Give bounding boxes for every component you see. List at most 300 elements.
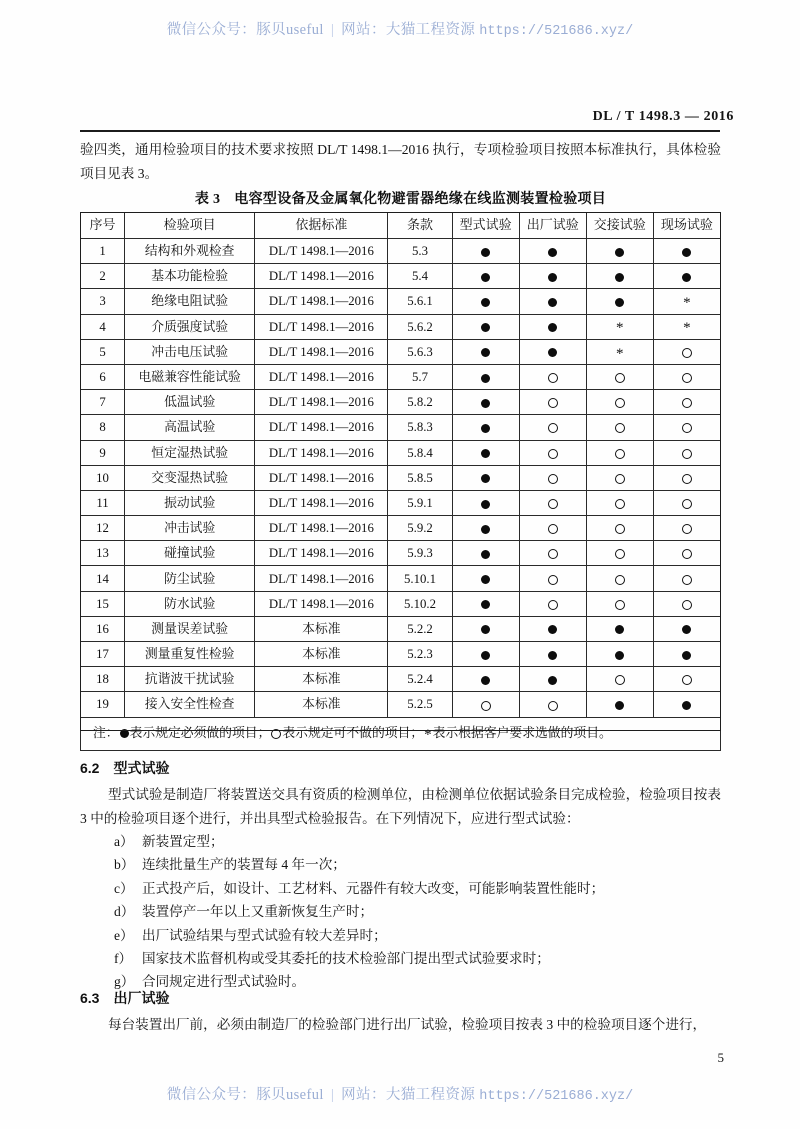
cell-type-test [452, 390, 519, 415]
mark-filled-circle [548, 323, 557, 332]
cell-factory-test [519, 692, 586, 717]
list-item-marker: d） [114, 904, 135, 920]
cell-sequence-number: 4 [81, 314, 125, 339]
cell-handover-test [586, 289, 653, 314]
cell-clause: 5.7 [388, 364, 452, 389]
table-row [81, 364, 721, 389]
cell-factory-test [519, 289, 586, 314]
cell-field-test [653, 616, 720, 641]
mark-filled-circle [481, 550, 490, 559]
cell-inspection-item: 交变湿热试验 [125, 465, 255, 490]
mark-open-circle [548, 423, 558, 433]
cell-sequence-number: 10 [81, 465, 125, 490]
watermark-wechat-value: 豚贝useful [256, 22, 324, 38]
cell-factory-test [519, 541, 586, 566]
cell-clause: 5.6.3 [388, 339, 452, 364]
cell-handover-test [586, 440, 653, 465]
mark-filled-circle [481, 348, 490, 357]
cell-field-test [653, 591, 720, 616]
mark-filled-circle [481, 651, 490, 660]
mark-open-circle [548, 449, 558, 459]
cell-sequence-number: 14 [81, 566, 125, 591]
cell-reference-standard: 本标准 [255, 642, 388, 667]
cell-type-test [452, 667, 519, 692]
cell-type-test [452, 364, 519, 389]
cell-type-test [452, 289, 519, 314]
cell-type-test [452, 440, 519, 465]
cell-clause: 5.4 [388, 264, 452, 289]
table-note-segment-1: 表示规定必须做的项目； [129, 725, 271, 740]
mark-open-circle [615, 575, 625, 585]
cell-sequence-number: 15 [81, 591, 125, 616]
list-item-text: 正式投产后，如设计、工艺材料、元器件有较大改变，可能影响装置性能时； [142, 880, 605, 896]
mark-filled-circle [481, 273, 490, 282]
cell-handover-test [586, 642, 653, 667]
cell-factory-test [519, 667, 586, 692]
mark-filled-circle [682, 651, 691, 660]
section-6-2-number: 6.2 [80, 760, 100, 776]
mark-open-circle [615, 675, 625, 685]
cell-sequence-number: 7 [81, 390, 125, 415]
table-column-header: 出厂试验 [519, 213, 586, 239]
mark-filled-circle [481, 399, 490, 408]
mark-open-circle [682, 398, 692, 408]
cell-factory-test [519, 264, 586, 289]
table-column-header: 依据标准 [255, 213, 388, 239]
mark-filled-circle [548, 273, 557, 282]
cell-handover-test [586, 516, 653, 541]
mark-filled-circle [481, 323, 490, 332]
mark-star: * [683, 320, 691, 337]
list-item [80, 947, 721, 970]
watermark-site-label: 网站： [341, 22, 386, 38]
mark-open-circle [548, 549, 558, 559]
mark-filled-circle [615, 248, 624, 257]
cell-sequence-number: 13 [81, 541, 125, 566]
table-row [81, 339, 721, 364]
list-item [80, 877, 721, 900]
mark-open-circle [682, 449, 692, 459]
watermark-top [0, 18, 800, 39]
cell-sequence-number: 2 [81, 264, 125, 289]
list-item-text: 连续批量生产的装置每 4 年一次； [142, 857, 346, 873]
mark-filled-circle [481, 424, 490, 433]
mark-open-circle [682, 499, 692, 509]
cell-reference-standard: 本标准 [255, 667, 388, 692]
cell-factory-test [519, 364, 586, 389]
section-6-3-title: 出厂试验 [113, 990, 170, 1006]
cell-type-test [452, 490, 519, 515]
mark-open-circle [548, 373, 558, 383]
cell-clause: 5.8.3 [388, 415, 452, 440]
cell-field-test [653, 541, 720, 566]
cell-factory-test [519, 490, 586, 515]
mark-filled-circle [615, 298, 624, 307]
cell-field-test [653, 364, 720, 389]
inspection-table-wrapper [80, 212, 721, 751]
cell-type-test [452, 516, 519, 541]
cell-inspection-item: 电磁兼容性能试验 [125, 364, 255, 389]
mark-open-circle [615, 423, 625, 433]
cell-field-test [653, 339, 720, 364]
cell-handover-test [586, 692, 653, 717]
cell-type-test [452, 616, 519, 641]
mark-open-circle [682, 600, 692, 610]
table-head [81, 213, 721, 239]
mark-filled-circle [481, 575, 490, 584]
mark-filled-circle [548, 348, 557, 357]
mark-filled-circle [615, 701, 624, 710]
watermark-separator: | [330, 22, 335, 38]
cell-handover-test [586, 490, 653, 515]
watermark-wechat-label-bottom: 微信公众号： [166, 1087, 257, 1103]
cell-reference-standard: DL/T 1498.1—2016 [255, 264, 388, 289]
list-item-marker: c） [114, 880, 134, 896]
cell-handover-test [586, 415, 653, 440]
table-note-segment-2: 表示规定可不做的项目； [282, 725, 424, 740]
cell-field-test [653, 314, 720, 339]
cell-reference-standard: DL/T 1498.1—2016 [255, 516, 388, 541]
list-item [80, 970, 721, 993]
mark-open-circle [615, 499, 625, 509]
cell-sequence-number: 6 [81, 364, 125, 389]
section-6-3-number: 6.3 [80, 990, 100, 1006]
cell-handover-test [586, 239, 653, 264]
cell-handover-test [586, 314, 653, 339]
cell-factory-test [519, 339, 586, 364]
cell-factory-test [519, 239, 586, 264]
cell-inspection-item: 冲击电压试验 [125, 339, 255, 364]
cell-field-test [653, 667, 720, 692]
mark-filled-circle [481, 449, 490, 458]
header-rule [80, 130, 720, 132]
table-row [81, 692, 721, 717]
list-item-text: 合同规定进行型式试验时。 [142, 974, 306, 990]
table-column-header: 序号 [81, 213, 125, 239]
table-column-header: 条款 [388, 213, 452, 239]
cell-handover-test [586, 591, 653, 616]
cell-factory-test [519, 591, 586, 616]
mark-open-circle [682, 575, 692, 585]
cell-field-test [653, 642, 720, 667]
mark-filled-circle [481, 298, 490, 307]
mark-filled-circle [615, 651, 624, 660]
document-standard-id: DL / T 1498.3 — 2016 [592, 109, 734, 124]
mark-open-circle [682, 524, 692, 534]
cell-field-test [653, 415, 720, 440]
cell-type-test [452, 339, 519, 364]
mark-open-circle [682, 474, 692, 484]
table-column-header: 交接试验 [586, 213, 653, 239]
cell-sequence-number: 8 [81, 415, 125, 440]
cell-factory-test [519, 314, 586, 339]
mark-filled-circle [481, 474, 490, 483]
table-body [81, 239, 721, 751]
mark-open-circle [548, 474, 558, 484]
mark-filled-circle [481, 374, 490, 383]
cell-clause: 5.8.5 [388, 465, 452, 490]
watermark-site-value-bottom: 大猫工程资源 [385, 1087, 476, 1103]
mark-open-circle [548, 499, 558, 509]
cell-clause: 5.6.1 [388, 289, 452, 314]
cell-inspection-item: 振动试验 [125, 490, 255, 515]
mark-filled-circle [615, 273, 624, 282]
mark-open-circle [682, 348, 692, 358]
cell-sequence-number: 5 [81, 339, 125, 364]
cell-type-test [452, 264, 519, 289]
cell-clause: 5.2.4 [388, 667, 452, 692]
table-note-prefix: 注： [93, 725, 119, 740]
list-item-text: 出厂试验结果与型式试验有较大差异时； [142, 927, 387, 943]
cell-inspection-item: 基本功能检验 [125, 264, 255, 289]
cell-clause: 5.2.3 [388, 642, 452, 667]
cell-type-test [452, 566, 519, 591]
table-row [81, 667, 721, 692]
cell-sequence-number: 12 [81, 516, 125, 541]
mark-filled-circle [481, 500, 490, 509]
cell-reference-standard: DL/T 1498.1—2016 [255, 339, 388, 364]
mark-open-circle [548, 575, 558, 585]
cell-inspection-item: 测量重复性检验 [125, 642, 255, 667]
watermark-separator-bottom: | [330, 1087, 335, 1103]
cell-inspection-item: 冲击试验 [125, 516, 255, 541]
mark-open-circle [548, 701, 558, 711]
cell-handover-test [586, 390, 653, 415]
cell-clause: 5.6.2 [388, 314, 452, 339]
cell-sequence-number: 3 [81, 289, 125, 314]
cell-clause: 5.2.2 [388, 616, 452, 641]
cell-inspection-item: 介质强度试验 [125, 314, 255, 339]
cell-field-test [653, 264, 720, 289]
table-row [81, 390, 721, 415]
cell-factory-test [519, 566, 586, 591]
cell-field-test [653, 692, 720, 717]
mark-open-circle [548, 524, 558, 534]
cell-type-test [452, 415, 519, 440]
mark-filled-circle [481, 248, 490, 257]
cell-sequence-number: 16 [81, 616, 125, 641]
cell-handover-test [586, 541, 653, 566]
table-row [81, 465, 721, 490]
list-item [80, 853, 721, 876]
cell-reference-standard: 本标准 [255, 692, 388, 717]
cell-reference-standard: DL/T 1498.1—2016 [255, 415, 388, 440]
mark-filled-circle [481, 625, 490, 634]
cell-field-test [653, 516, 720, 541]
mark-filled-circle [548, 625, 557, 634]
cell-type-test [452, 239, 519, 264]
cell-type-test [452, 642, 519, 667]
table-column-header: 现场试验 [653, 213, 720, 239]
cell-clause: 5.9.2 [388, 516, 452, 541]
cell-reference-standard: DL/T 1498.1—2016 [255, 591, 388, 616]
watermark-site-value: 大猫工程资源 [385, 22, 476, 38]
cell-sequence-number: 9 [81, 440, 125, 465]
cell-inspection-item: 防尘试验 [125, 566, 255, 591]
cell-handover-test [586, 616, 653, 641]
list-item-marker: a） [114, 834, 134, 849]
cell-factory-test [519, 616, 586, 641]
mark-open-circle [682, 373, 692, 383]
watermark-site-label-bottom: 网站： [341, 1087, 386, 1103]
cell-reference-standard: DL/T 1498.1—2016 [255, 364, 388, 389]
list-item-text: 装置停产一年以上又重新恢复生产时； [142, 904, 374, 920]
list-item-marker: e） [114, 927, 134, 943]
cell-clause: 5.8.4 [388, 440, 452, 465]
cell-factory-test [519, 642, 586, 667]
table-row [81, 289, 721, 314]
mark-star: * [616, 320, 624, 337]
table-row [81, 591, 721, 616]
table-caption-number: 表 3 [194, 192, 221, 207]
list-item-marker: g） [114, 974, 135, 990]
cell-field-test [653, 490, 720, 515]
inspection-table [80, 212, 721, 751]
mark-filled-circle [548, 676, 557, 685]
cell-type-test [452, 465, 519, 490]
mark-filled-circle [548, 651, 557, 660]
mark-open-circle [682, 549, 692, 559]
table-row [81, 490, 721, 515]
watermark-bottom [0, 1083, 800, 1104]
section-heading-6-3 [80, 988, 169, 1008]
cell-reference-standard: DL/T 1498.1—2016 [255, 239, 388, 264]
cell-factory-test [519, 465, 586, 490]
table-row [81, 516, 721, 541]
cell-reference-standard: 本标准 [255, 616, 388, 641]
cell-field-test [653, 239, 720, 264]
cell-handover-test [586, 339, 653, 364]
watermark-wechat-label: 微信公众号： [166, 22, 257, 38]
cell-inspection-item: 接入安全性检查 [125, 692, 255, 717]
table-row [81, 541, 721, 566]
page-number: 5 [717, 1050, 724, 1065]
cell-field-test [653, 289, 720, 314]
mark-open-circle [548, 398, 558, 408]
mark-open-circle [615, 549, 625, 559]
table-row [81, 264, 721, 289]
list-item-text: 国家技术监督机构或受其委托的技术检验部门提出型式试验要求时； [142, 951, 550, 967]
mark-open-circle [615, 474, 625, 484]
mark-filled-circle [481, 676, 490, 685]
cell-reference-standard: DL/T 1498.1—2016 [255, 490, 388, 515]
section-6-2-paragraph: 型式试验是制造厂将装置送交具有资质的检测单位，由检测单位依据试验条目完成检验，检验项目按表 3 中的检验项目逐个进行，并出具型式检验报告。在下列情况下，应进行型式试验： [80, 787, 721, 826]
cell-sequence-number: 17 [81, 642, 125, 667]
mark-open-circle [481, 701, 491, 711]
table-caption [80, 188, 721, 208]
mark-filled-circle [481, 600, 490, 609]
mark-filled-circle [615, 625, 624, 634]
table-row [81, 314, 721, 339]
section-6-2-list [80, 830, 721, 994]
table-header-row [81, 213, 721, 239]
table-column-header: 检验项目 [125, 213, 255, 239]
cell-inspection-item: 高温试验 [125, 415, 255, 440]
list-item [80, 924, 721, 947]
cell-clause: 5.9.1 [388, 490, 452, 515]
list-item [80, 900, 721, 923]
section-6-3-paragraph: 每台装置出厂前，必须由制造厂的检验部门进行出厂试验，检验项目按表 3 中的检验项目逐个进行， [108, 1017, 707, 1032]
mark-open-circle [682, 423, 692, 433]
cell-inspection-item: 绝缘电阻试验 [125, 289, 255, 314]
cell-sequence-number: 18 [81, 667, 125, 692]
list-item-text: 新装置定型； [142, 834, 224, 849]
cell-factory-test [519, 516, 586, 541]
table-note-row [81, 717, 721, 750]
cell-clause: 5.10.1 [388, 566, 452, 591]
list-item-marker: f） [114, 951, 133, 967]
mark-star: * [616, 345, 624, 362]
mark-open-circle [548, 600, 558, 610]
table-note [81, 717, 721, 750]
cell-reference-standard: DL/T 1498.1—2016 [255, 390, 388, 415]
table-row [81, 616, 721, 641]
cell-type-test [452, 541, 519, 566]
cell-sequence-number: 1 [81, 239, 125, 264]
cell-factory-test [519, 440, 586, 465]
cell-handover-test [586, 667, 653, 692]
mark-star: * [683, 295, 691, 312]
mark-filled-circle [481, 525, 490, 534]
cell-handover-test [586, 364, 653, 389]
mark-filled-circle [682, 701, 691, 710]
cell-reference-standard: DL/T 1498.1—2016 [255, 314, 388, 339]
cell-factory-test [519, 390, 586, 415]
cell-factory-test [519, 415, 586, 440]
mark-filled-circle [682, 625, 691, 634]
mark-open-circle [615, 524, 625, 534]
mark-filled-circle [682, 273, 691, 282]
mark-filled-circle [548, 248, 557, 257]
cell-reference-standard: DL/T 1498.1—2016 [255, 440, 388, 465]
watermark-url: https://521686.xyz/ [479, 24, 634, 39]
mark-star-legend: * [424, 727, 432, 744]
watermark-url-bottom: https://521686.xyz/ [479, 1089, 634, 1104]
cell-handover-test [586, 264, 653, 289]
cell-inspection-item: 碰撞试验 [125, 541, 255, 566]
cell-reference-standard: DL/T 1498.1—2016 [255, 289, 388, 314]
mark-open-circle-legend [271, 729, 281, 739]
intro-paragraph: 验四类，通用检验项目的技术要求按照 DL/T 1498.1—2016 执行，专项检验项目按照本标准执行，具体检验项目见表 3。 [80, 142, 721, 181]
cell-field-test [653, 390, 720, 415]
mark-open-circle [615, 600, 625, 610]
list-item-marker: b） [114, 857, 135, 873]
mark-open-circle [615, 398, 625, 408]
cell-field-test [653, 566, 720, 591]
cell-field-test [653, 465, 720, 490]
cell-type-test [452, 591, 519, 616]
table-caption-title: 电容型设备及金属氧化物避雷器绝缘在线监测装置检验项目 [234, 192, 607, 207]
cell-handover-test [586, 566, 653, 591]
cell-type-test [452, 692, 519, 717]
table-column-header: 型式试验 [452, 213, 519, 239]
watermark-wechat-value-bottom: 豚贝useful [256, 1087, 324, 1103]
cell-inspection-item: 防水试验 [125, 591, 255, 616]
table-row [81, 415, 721, 440]
cell-inspection-item: 低温试验 [125, 390, 255, 415]
cell-reference-standard: DL/T 1498.1—2016 [255, 465, 388, 490]
cell-reference-standard: DL/T 1498.1—2016 [255, 566, 388, 591]
mark-open-circle [615, 373, 625, 383]
list-item [80, 830, 721, 853]
cell-reference-standard: DL/T 1498.1—2016 [255, 541, 388, 566]
mark-open-circle [682, 675, 692, 685]
cell-clause: 5.9.3 [388, 541, 452, 566]
section-heading-6-2 [80, 758, 169, 778]
cell-inspection-item: 抗谐波干扰试验 [125, 667, 255, 692]
cell-type-test [452, 314, 519, 339]
mark-filled-circle [682, 248, 691, 257]
